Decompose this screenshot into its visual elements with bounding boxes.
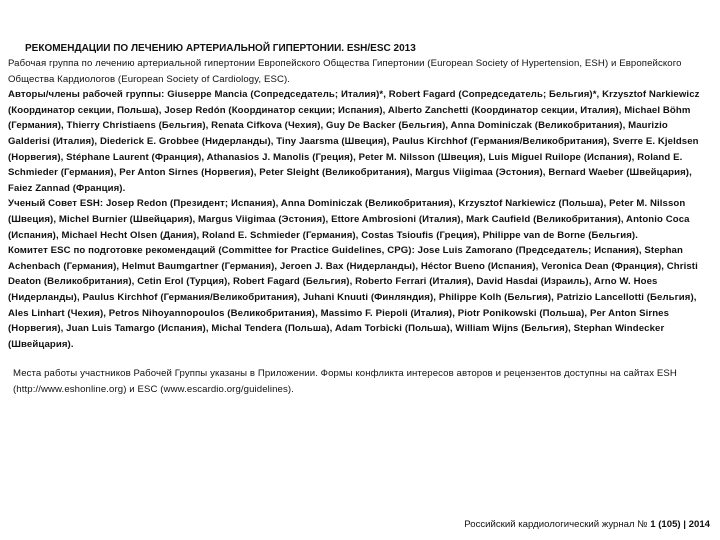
document-title: РЕКОМЕНДАЦИИ ПО ЛЕЧЕНИЮ АРТЕРИАЛЬНОЙ ГИПЕРТОНИИ. ESH/ESC 2013 — [25, 43, 416, 54]
authors-paragraph: Авторы/члены рабочей группы: Giuseppe Mancia (Сопредседатель; Италия)*, Robert Fagard (Сопредседатель; Бельгия)*, Krzysztof Narkiewicz (Координатор секции, Польша), Josep Redón (Координатор секции; Испания), Alberto Zanchetti (Координатор секции, Италия), Michael Böhm (Германия), Thierry Christiaens (Бельгия), Renata Cifkova (Чехия), Guy De Backer (Бельгия), Anna Dominiczak (Великобритания), Maurizio Galderisi (Италия), Diederick E. Grobbee (Нидерланды), Tiny Jaarsma (Швеция), Paulus Kirchhof (Германия/Великобритания), Sverre E. Kjeldsen (Норвегия), Stéphane Laurent (Франция), Athanasios J. Manolis (Греция), Peter M. Nilsson (Швеция), Luis Miguel Ruilope (Испания), Roland E. Schmieder (Германия), Per Anton Sirnes (Норвегия), Peter Sleight (Великобритания), Margus Viigimaa (Эстония), Bernard Waeber (Швейцария), Faiez Zannad (Франция). — [8, 89, 700, 194]
page-footer — [464, 519, 710, 530]
issue-number: 1 (105) | 2014 — [650, 519, 710, 530]
document-body — [8, 42, 712, 397]
committee-paragraph: Комитет ESC по подготовке рекомендаций (Committee for Practice Guidelines, CPG): Jose Luis Zamorano (Председатель; Испания), Stephan Achenbach (Германия), Helmut Baumgartner (Германия), Jeroen J. Bax (Нидерланды), Héctor Bueno (Испания), Veronica Dean (Франция), Christi Deaton (Великобритания), Cetin Erol (Турция), Robert Fagard (Бельгия), Roberto Ferrari (Италия), David Hasdai (Израиль), Arno W. Hoes (Нидерланды), Paulus Kirchhof (Германия/Великобритания), Juhani Knuuti (Финляндия), Philippe Kolh (Бельгия), Patrizio Lancellotti (Бельгия), Ales Linhart (Чехия), Petros Nihoyannopoulos (Великобритания), Massimo F. Piepoli (Италия), Piotr Ponikowski (Польша), Per Anton Sirnes (Норвегия), Juan Luis Tamargo (Испания), Michal Tendera (Польша), Adam Torbicki (Польша), William Wijns (Бельгия), Stephan Windecker (Швейцария). — [8, 245, 698, 350]
section-spacer — [8, 352, 712, 366]
working-group-paragraph: Рабочая группа по лечению артериальной гипертонии Европейского Общества Гипертонии (European Society of Hypertension, ESH) и Европейского Общества Кардиологов (European Society of Cardiology, ESC). — [8, 58, 682, 85]
council-paragraph: Ученый Совет ESH: Josep Redon (Президент; Испания), Anna Dominiczak (Великобритания), Krzysztof Narkiewicz (Польша), Peter M. Nilsson (Швеция), Michel Burnier (Швейцария), Margus Viigimaa (Эстония), Ettore Ambrosioni (Италия), Mark Caufield (Великобритания), Antonio Coca (Испания), Michael Hecht Olsen (Дания), Roland E. Schmieder (Германия), Costas Tsioufis (Греция), Philippe van de Borne (Бельгия). — [8, 198, 690, 241]
journal-name: Российский кардиологический журнал № — [464, 519, 648, 530]
affiliations-note: Места работы участников Рабочей Группы указаны в Приложении. Формы конфликта интересов авторов и рецензентов доступны на сайтах ESH (http://www.eshonline.org) и ESC (www.escardio.org/guidelines). — [13, 368, 677, 395]
